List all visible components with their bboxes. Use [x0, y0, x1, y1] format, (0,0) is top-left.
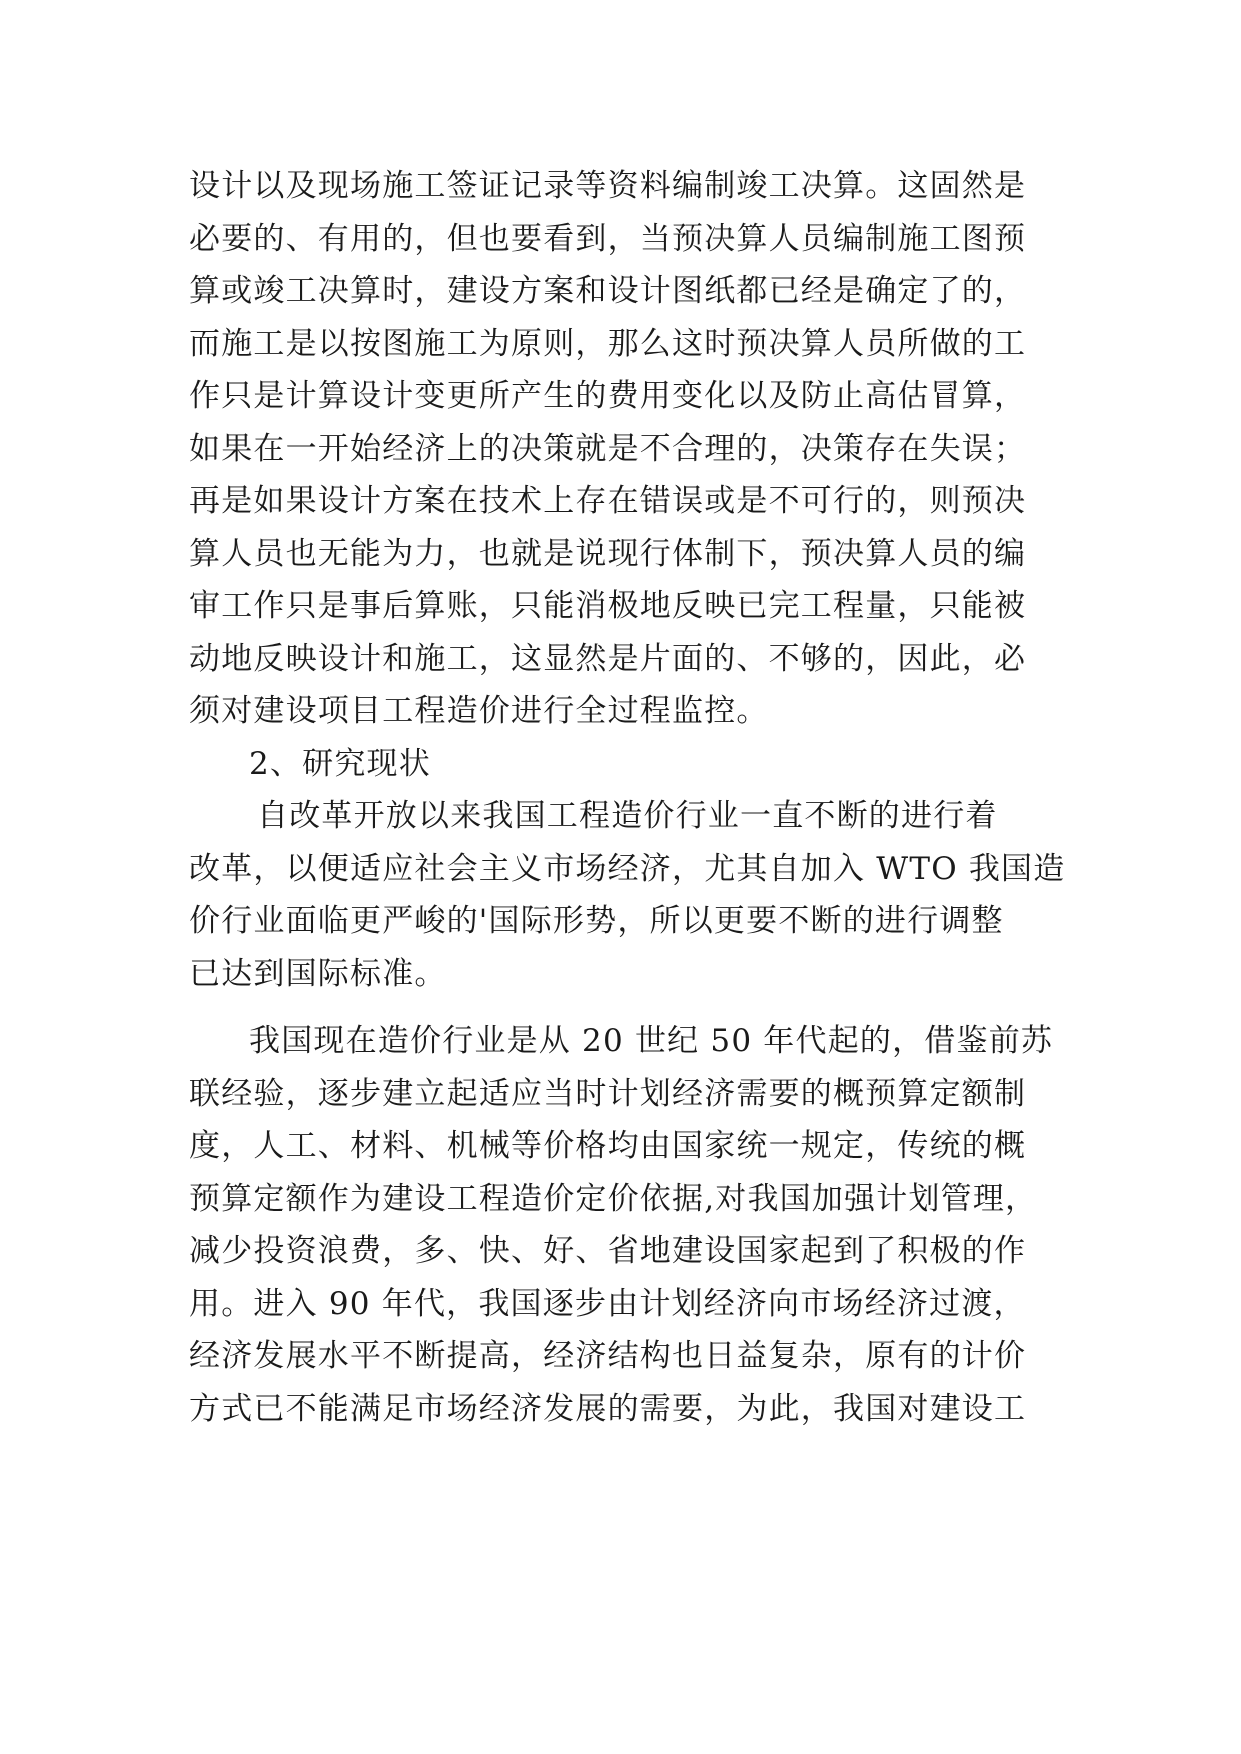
paragraph-line: 价行业面临更严峻的'国际形势，所以更要不断的进行调整 — [189, 903, 1004, 939]
paragraph-2 — [189, 790, 1066, 1000]
paragraph-1 — [189, 160, 1059, 738]
paragraph-line: 改革，以便适应社会主义市场经济，尤其自加入 WTO 我国造 — [189, 850, 1066, 887]
paragraph-line: 须对建设项目工程造价进行全过程监控。 — [189, 693, 769, 729]
paragraph-line: 自改革开放以来我国工程造价行业一直不断的进行着 — [257, 798, 998, 834]
section-heading: 2、研究现状 — [249, 745, 431, 782]
paragraph-line: 用。进入 90 年代，我国逐步由计划经济向市场经济过渡， — [189, 1285, 1026, 1322]
paragraph-line: 作只是计算设计变更所产生的费用变化以及防止高估冒算， — [189, 378, 1027, 414]
paragraph-line: 已达到国际标准。 — [189, 955, 447, 992]
paragraph-line: 方式已不能满足市场经济发展的需要，为此，我国对建设工 — [189, 1390, 1027, 1427]
paragraph-line: 度，人工、材料、机械等价格均由国家统一规定，传统的概 — [189, 1128, 1027, 1164]
paragraph-line: 减少投资浪费，多、快、好、省地建设国家起到了积极的作 — [189, 1233, 1027, 1269]
paragraph-line: 联经验，逐步建立起适应当时计划经济需要的概预算定额制 — [189, 1075, 1027, 1112]
paragraph-line: 我国现在造价行业是从 20 世纪 50 年代起的，借鉴前苏 — [249, 1023, 1054, 1059]
paragraph-line: 再是如果设计方案在技术上存在错误或是不可行的，则预决 — [189, 483, 1027, 519]
paragraph-line: 算人员也无能为力，也就是说现行体制下，预决算人员的编 — [189, 535, 1027, 572]
paragraph-line: 经济发展水平不断提高，经济结构也日益复杂，原有的计价 — [189, 1338, 1027, 1374]
document-body — [189, 160, 1066, 1435]
paragraph-line: 设计以及现场施工签证记录等资料编制竣工决算。这固然是 — [189, 168, 1027, 204]
paragraph-line: 如果在一开始经济上的决策就是不合理的，决策存在失误； — [189, 430, 1027, 467]
paragraph-line: 预算定额作为建设工程造价定价依据,对我国加强计划管理， — [189, 1180, 1038, 1217]
paragraph-line: 动地反映设计和施工，这显然是片面的、不够的，因此，必 — [189, 640, 1027, 677]
paragraph-line: 审工作只是事后算账，只能消极地反映已完工程量，只能被 — [189, 588, 1027, 624]
paragraph-line: 算或竣工决算时，建设方案和设计图纸都已经是确定了的， — [189, 273, 1027, 309]
paragraph-line: 必要的、有用的，但也要看到，当预决算人员编制施工图预 — [189, 220, 1027, 257]
paragraph-line: 而施工是以按图施工为原则，那么这时预决算人员所做的工 — [189, 325, 1027, 362]
paragraph-3 — [189, 1015, 1059, 1435]
